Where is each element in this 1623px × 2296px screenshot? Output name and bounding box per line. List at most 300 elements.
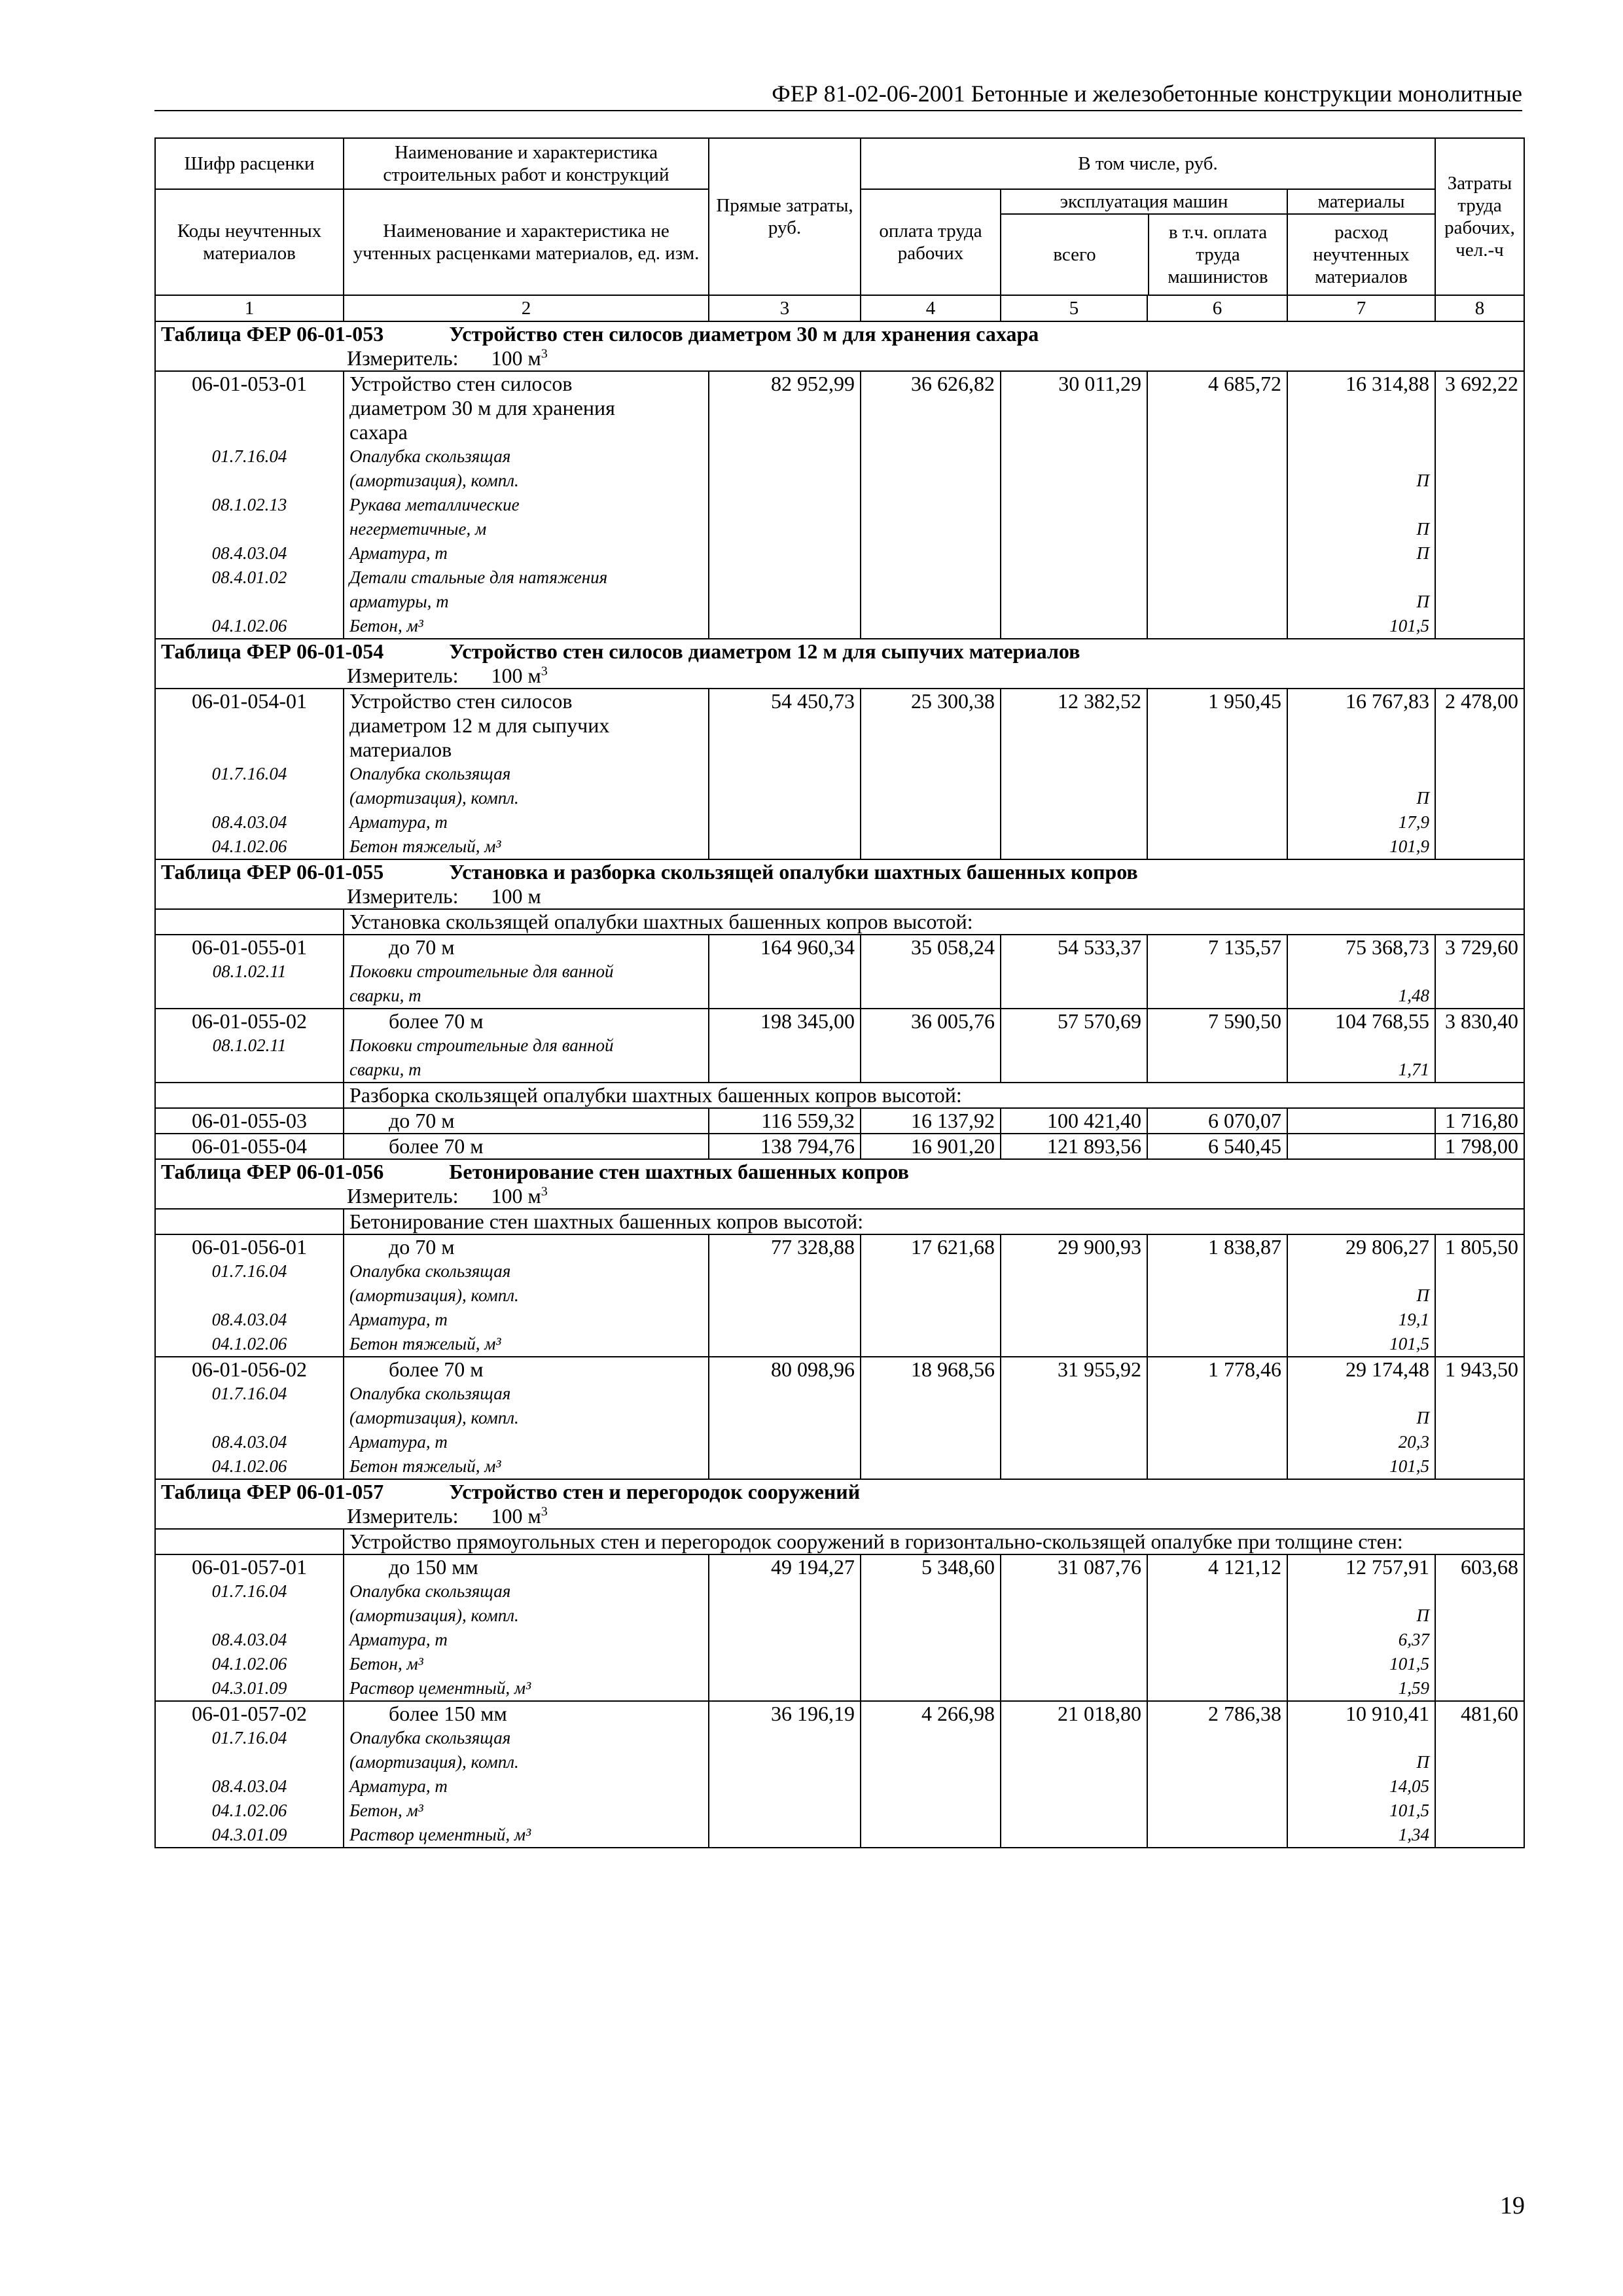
material-quantity: 14,05 <box>1389 1776 1429 1796</box>
material-name: Опалубка скользящая <box>349 1728 511 1748</box>
col-header-naim: Наименование и характеристика строительных работ и конструкций <box>344 138 709 189</box>
col-header-kody: Коды неучтенных материалов <box>155 189 344 295</box>
material-name: Арматура, т <box>349 543 448 563</box>
value-cell-4 <box>861 1108 1001 1134</box>
material-code: 01.7.16.04 <box>211 1728 287 1748</box>
col-number: 6 <box>1147 295 1287 321</box>
table-title <box>155 859 1524 884</box>
value-cell-5 <box>1001 689 1147 859</box>
value-cell-5 <box>1001 1701 1147 1848</box>
col-header-vtom: В том числе, руб. <box>861 138 1435 189</box>
meter-value: 100 м <box>491 346 541 370</box>
price-code: 06-01-053-01 <box>192 372 307 395</box>
table-title-row <box>155 1479 1524 1504</box>
material-quantity: 101,5 <box>1389 1801 1429 1820</box>
value: 3 830,40 <box>1445 1009 1518 1033</box>
subheading-code-cell <box>155 1529 344 1554</box>
table-title-row <box>155 859 1524 884</box>
value: 6 540,45 <box>1208 1134 1281 1158</box>
value-cell-3 <box>709 935 861 1009</box>
value: 7 135,57 <box>1208 935 1281 959</box>
value: 1 950,45 <box>1208 689 1281 713</box>
value-cell-5 <box>1001 1134 1147 1159</box>
value-cell-5 <box>1001 371 1147 639</box>
material-name: Бетон, м³ <box>349 1801 423 1820</box>
col-number: 4 <box>861 295 1001 321</box>
value: 2 478,00 <box>1445 689 1518 713</box>
subheading: Установка скользящей опалубки шахтных башенных копров высотой: <box>344 909 1524 935</box>
subheading-row <box>155 909 1524 935</box>
value: 1 943,50 <box>1445 1357 1518 1381</box>
value-cell-7 <box>1287 1009 1435 1083</box>
col-header-naim2: Наименование и характеристика не учтенных расценками материалов, ед. изм. <box>344 189 709 295</box>
table-name: Бетонирование стен шахтных башенных копров <box>449 1160 909 1183</box>
table-title <box>155 1479 1524 1504</box>
col-header-vtch: в т.ч. оплата труда машинистов <box>1168 222 1268 287</box>
material-code: 08.4.03.04 <box>211 1776 287 1796</box>
material-code: 01.7.16.04 <box>211 1581 287 1601</box>
material-quantity: П <box>1416 1408 1429 1427</box>
price-code: 06-01-055-04 <box>192 1134 307 1158</box>
table-row <box>155 1234 1524 1357</box>
meter-value: 100 м <box>491 1184 541 1208</box>
code-cell <box>155 1009 344 1083</box>
meter-value: 100 м <box>491 664 541 687</box>
material-name: Опалубка скользящая <box>349 446 511 466</box>
value-cell-8 <box>1435 1701 1524 1848</box>
name-cell <box>344 1134 709 1159</box>
col-header-zatraty: Затраты труда рабочих, чел.-ч <box>1435 138 1524 295</box>
subheading-row <box>155 1083 1524 1108</box>
material-name: Поковки строительные для ванной <box>349 1035 614 1055</box>
meter-label: Измеритель: <box>347 1504 459 1528</box>
value-cell-6 <box>1147 1554 1287 1701</box>
material-name: Рукава металлические <box>349 495 520 514</box>
work-name: до 70 м <box>389 1109 455 1132</box>
table-row <box>155 1134 1524 1159</box>
value-cell-5 <box>1001 1357 1147 1479</box>
value: 1 798,00 <box>1445 1134 1518 1158</box>
material-code: 04.3.01.09 <box>211 1825 287 1844</box>
value <box>1293 1109 1429 1133</box>
value-cell-6 <box>1147 689 1287 859</box>
value-cell-7 <box>1287 689 1435 859</box>
col-number: 7 <box>1287 295 1435 321</box>
material-name: Бетон, м³ <box>349 616 423 636</box>
code-cell <box>155 1701 344 1848</box>
work-name: до 70 м <box>389 935 455 959</box>
meter-row <box>155 1504 1524 1529</box>
value-cell-3 <box>709 371 861 639</box>
value-cell-6 <box>1147 935 1287 1009</box>
value-cell-6 <box>1147 1357 1287 1479</box>
value: 29 174,48 <box>1346 1357 1429 1381</box>
value-cell-8 <box>1435 935 1524 1009</box>
name-cell <box>344 1234 709 1357</box>
meter <box>155 664 1524 689</box>
value-cell-8 <box>1435 1357 1524 1479</box>
code-cell <box>155 1108 344 1134</box>
price-table <box>154 137 1525 1848</box>
value: 10 910,41 <box>1346 1702 1429 1725</box>
work-name: более 70 м <box>389 1357 484 1381</box>
material-name: Опалубка скользящая <box>349 1581 511 1601</box>
page-header: ФЕР 81-02-06-2001 Бетонные и железобетонные конструкции монолитные <box>154 77 1522 111</box>
material-name: Детали стальные для натяжения <box>349 567 608 587</box>
value: 35 058,24 <box>911 935 995 959</box>
value-cell-4 <box>861 1134 1001 1159</box>
value-cell-3 <box>709 1009 861 1083</box>
material-code: 04.1.02.06 <box>211 1334 287 1354</box>
value: 75 368,73 <box>1346 935 1429 959</box>
value: 36 626,82 <box>911 372 995 395</box>
value: 164 960,34 <box>760 935 855 959</box>
material-quantity: 1,71 <box>1398 1060 1429 1079</box>
work-name: диаметром 30 м для хранения <box>349 396 615 420</box>
price-code: 06-01-055-02 <box>192 1009 307 1033</box>
value: 1 805,50 <box>1445 1235 1518 1259</box>
value: 21 018,80 <box>1058 1702 1141 1725</box>
name-cell <box>344 1554 709 1701</box>
material-name: Арматура, т <box>349 1776 448 1796</box>
name-cell <box>344 1108 709 1134</box>
material-code: 01.7.16.04 <box>211 1261 287 1281</box>
material-code: 04.1.02.06 <box>211 1801 287 1820</box>
subheading-code-cell <box>155 1083 344 1108</box>
material-code: 08.1.02.11 <box>212 961 287 981</box>
material-quantity: 1,48 <box>1398 986 1429 1005</box>
value: 3 692,22 <box>1445 372 1518 395</box>
col-number: 2 <box>344 295 709 321</box>
table-code: Таблица ФЕР 06-01-055 <box>161 860 384 884</box>
value: 49 194,27 <box>771 1555 855 1579</box>
value-cell-7 <box>1287 1554 1435 1701</box>
value-cell-6 <box>1147 1108 1287 1134</box>
code-cell <box>155 1134 344 1159</box>
meter-label: Измеритель: <box>347 884 459 908</box>
table-row <box>155 1554 1524 1701</box>
value-cell-7 <box>1287 1134 1435 1159</box>
col-number: 8 <box>1435 295 1524 321</box>
table-code: Таблица ФЕР 06-01-053 <box>161 322 384 346</box>
material-quantity: 101,5 <box>1389 1456 1429 1476</box>
value-cell-4 <box>861 1701 1001 1848</box>
work-name: до 70 м <box>389 1235 455 1259</box>
col-header-oplata: оплата труда рабочих <box>861 189 1001 295</box>
value-cell-5 <box>1001 935 1147 1009</box>
work-name: диаметром 12 м для сыпучих <box>349 713 610 737</box>
table-name: Устройство стен силосов диаметром 12 м для сыпучих материалов <box>449 639 1080 663</box>
material-code: 01.7.16.04 <box>211 1384 287 1403</box>
value-cell-7 <box>1287 1357 1435 1479</box>
material-name: Поковки строительные для ванной <box>349 961 614 981</box>
material-name: Опалубка скользящая <box>349 764 511 783</box>
value-cell-5 <box>1001 1234 1147 1357</box>
material-quantity: П <box>1416 1285 1429 1305</box>
value: 31 955,92 <box>1058 1357 1141 1381</box>
material-name: (амортизация), компл. <box>349 788 519 808</box>
meter-row <box>155 1184 1524 1209</box>
material-code: 08.4.03.04 <box>211 1630 287 1649</box>
value-cell-6 <box>1147 1134 1287 1159</box>
price-code: 06-01-056-02 <box>192 1357 307 1381</box>
value: 16 137,92 <box>911 1109 995 1132</box>
work-name: сахара <box>349 420 408 444</box>
subheading-code-cell <box>155 1209 344 1234</box>
table-row <box>155 1108 1524 1134</box>
price-code: 06-01-054-01 <box>192 689 307 713</box>
value: 104 768,55 <box>1335 1009 1429 1033</box>
material-code: 01.7.16.04 <box>211 446 287 466</box>
value: 80 098,96 <box>771 1357 855 1381</box>
col-header-rashod: расход неучтенных материалов <box>1313 222 1410 287</box>
value: 29 806,27 <box>1346 1235 1429 1259</box>
value: 82 952,99 <box>771 372 855 395</box>
table-title-row <box>155 639 1524 664</box>
table-title-row <box>155 321 1524 346</box>
page-number: 19 <box>1500 2192 1525 2219</box>
material-quantity: П <box>1416 788 1429 808</box>
subheading-row <box>155 1209 1524 1234</box>
value: 16 767,83 <box>1346 689 1429 713</box>
value: 1 716,80 <box>1445 1109 1518 1132</box>
value: 7 590,50 <box>1208 1009 1281 1033</box>
value-cell-7 <box>1287 1234 1435 1357</box>
value: 12 382,52 <box>1058 689 1141 713</box>
col-header-vsego: всего <box>1001 215 1149 295</box>
price-code: 06-01-055-01 <box>192 935 307 959</box>
col-number: 1 <box>155 295 344 321</box>
material-name: сварки, т <box>349 1060 421 1079</box>
name-cell <box>344 371 709 639</box>
material-quantity: П <box>1416 471 1429 490</box>
value: 54 533,37 <box>1058 935 1141 959</box>
meter-label: Измеритель: <box>347 664 459 687</box>
meter-row <box>155 884 1524 909</box>
meter-unit-power: 3 <box>541 664 548 679</box>
value-cell-3 <box>709 1554 861 1701</box>
table-title-row <box>155 1159 1524 1184</box>
value-cell-4 <box>861 935 1001 1009</box>
code-cell <box>155 935 344 1009</box>
subheading: Устройство прямоугольных стен и перегородок сооружений в горизонтально-скользящей опалубке при толщине стен: <box>344 1529 1524 1554</box>
material-code: 01.7.16.04 <box>211 764 287 783</box>
material-name: Опалубка скользящая <box>349 1261 511 1281</box>
value-cell-7 <box>1287 1701 1435 1848</box>
material-name: (амортизация), компл. <box>349 1605 519 1625</box>
value-cell-5 <box>1001 1009 1147 1083</box>
value-cell-6 <box>1147 1234 1287 1357</box>
price-code: 06-01-057-01 <box>192 1555 307 1579</box>
material-quantity: П <box>1416 1605 1429 1625</box>
material-quantity: 101,5 <box>1389 616 1429 636</box>
material-code: 08.4.01.02 <box>211 567 287 587</box>
material-name: (амортизация), компл. <box>349 471 519 490</box>
material-name: (амортизация), компл. <box>349 1752 519 1772</box>
value-cell-4 <box>861 689 1001 859</box>
value: 16 901,20 <box>911 1134 995 1158</box>
table-title <box>155 321 1524 346</box>
code-cell <box>155 1234 344 1357</box>
meter-unit-power: 3 <box>541 1184 548 1199</box>
meter <box>155 1504 1524 1529</box>
name-cell <box>344 935 709 1009</box>
value: 30 011,29 <box>1058 372 1141 395</box>
col-header-pryamye: Прямые затраты, руб. <box>709 138 861 295</box>
col-header-materialy: материалы <box>1288 190 1435 215</box>
meter-value: 100 м <box>491 1504 541 1528</box>
meter-unit-power: 3 <box>541 1504 548 1519</box>
material-code: 04.1.02.06 <box>211 836 287 856</box>
table-code: Таблица ФЕР 06-01-054 <box>161 639 384 663</box>
value-cell-5 <box>1001 1554 1147 1701</box>
work-name: более 70 м <box>389 1009 484 1033</box>
value-cell-7 <box>1287 371 1435 639</box>
material-code: 08.4.03.04 <box>211 1432 287 1452</box>
value-cell-3 <box>709 1357 861 1479</box>
material-quantity: 101,9 <box>1389 836 1429 856</box>
subheading-row <box>155 1529 1524 1554</box>
code-cell <box>155 1357 344 1479</box>
meter-row <box>155 346 1524 371</box>
table-title <box>155 1159 1524 1184</box>
value-cell-4 <box>861 1554 1001 1701</box>
material-name: Бетон тяжелый, м³ <box>349 836 501 856</box>
meter-label: Измеритель: <box>347 346 459 370</box>
value-cell-4 <box>861 1357 1001 1479</box>
value: 116 559,32 <box>761 1109 855 1132</box>
name-cell <box>344 689 709 859</box>
meter <box>155 1184 1524 1209</box>
col-header-ekspl: эксплуатация машин <box>1001 190 1287 215</box>
material-name: Арматура, т <box>349 1310 448 1329</box>
value: 29 900,93 <box>1058 1235 1141 1259</box>
material-code: 08.4.03.04 <box>211 812 287 832</box>
material-quantity: 101,5 <box>1389 1334 1429 1354</box>
code-cell <box>155 1554 344 1701</box>
material-quantity: 1,59 <box>1398 1678 1429 1698</box>
value-cell-8 <box>1435 1234 1524 1357</box>
material-code: 08.4.03.04 <box>211 543 287 563</box>
value: 481,60 <box>1461 1702 1518 1725</box>
meter-label: Измеритель: <box>347 1184 459 1208</box>
table-name: Установка и разборка скользящей опалубки шахтных башенных копров <box>449 860 1138 884</box>
material-quantity: П <box>1416 1752 1429 1772</box>
value: 36 196,19 <box>771 1702 855 1725</box>
table-row <box>155 689 1524 859</box>
value-cell-8 <box>1435 1108 1524 1134</box>
value: 77 328,88 <box>771 1235 855 1259</box>
value: 1 778,46 <box>1208 1357 1281 1381</box>
value: 25 300,38 <box>911 689 995 713</box>
value: 198 345,00 <box>760 1009 855 1033</box>
table-body <box>155 321 1524 1848</box>
value: 2 786,38 <box>1208 1702 1281 1725</box>
value-cell-5 <box>1001 1108 1147 1134</box>
subheading: Разборка скользящей опалубки шахтных башенных копров высотой: <box>344 1083 1524 1108</box>
value-cell-7 <box>1287 1108 1435 1134</box>
value: 57 570,69 <box>1058 1009 1141 1033</box>
material-quantity: 19,1 <box>1398 1310 1429 1329</box>
material-quantity: П <box>1416 543 1429 563</box>
subheading: Бетонирование стен шахтных башенных копров высотой: <box>344 1209 1524 1234</box>
work-name: более 150 мм <box>389 1702 507 1725</box>
value-cell-4 <box>861 1009 1001 1083</box>
value: 18 968,56 <box>911 1357 995 1381</box>
meter-row <box>155 664 1524 689</box>
value: 6 070,07 <box>1208 1109 1281 1132</box>
table-name: Устройство стен силосов диаметром 30 м для хранения сахара <box>449 322 1039 346</box>
value-cell-3 <box>709 1701 861 1848</box>
price-code: 06-01-055-03 <box>192 1109 307 1132</box>
value: 16 314,88 <box>1346 372 1429 395</box>
table-row <box>155 1357 1524 1479</box>
material-quantity: П <box>1416 592 1429 611</box>
work-name: материалов <box>349 738 452 761</box>
material-name: негерметичные, м <box>349 519 487 539</box>
material-name: Бетон тяжелый, м³ <box>349 1334 501 1354</box>
price-code: 06-01-056-01 <box>192 1235 307 1259</box>
value-cell-3 <box>709 1234 861 1357</box>
value <box>1293 1134 1429 1158</box>
material-quantity: 6,37 <box>1398 1630 1429 1649</box>
value: 17 621,68 <box>911 1235 995 1259</box>
value-cell-7 <box>1287 935 1435 1009</box>
value-cell-4 <box>861 1234 1001 1357</box>
material-name: арматуры, т <box>349 592 449 611</box>
meter-unit-power: 3 <box>541 346 548 361</box>
value: 36 005,76 <box>911 1009 995 1033</box>
material-code: 04.1.02.06 <box>211 616 287 636</box>
value-cell-6 <box>1147 1701 1287 1848</box>
table-row <box>155 1701 1524 1848</box>
material-code: 04.3.01.09 <box>211 1678 287 1698</box>
material-name: Бетон тяжелый, м³ <box>349 1456 501 1476</box>
work-name: более 70 м <box>389 1134 484 1158</box>
material-name: (амортизация), компл. <box>349 1285 519 1305</box>
code-cell <box>155 689 344 859</box>
value-cell-3 <box>709 1134 861 1159</box>
value: 138 794,76 <box>760 1134 855 1158</box>
table-code: Таблица ФЕР 06-01-057 <box>161 1480 384 1503</box>
value-cell-6 <box>1147 1009 1287 1083</box>
value: 1 838,87 <box>1208 1235 1281 1259</box>
value: 121 893,56 <box>1047 1134 1141 1158</box>
name-cell <box>344 1357 709 1479</box>
value: 31 087,76 <box>1058 1555 1141 1579</box>
meter <box>155 346 1524 371</box>
value-cell-8 <box>1435 371 1524 639</box>
material-code: 08.1.02.13 <box>211 495 287 514</box>
price-code: 06-01-057-02 <box>192 1702 307 1725</box>
table-title <box>155 639 1524 664</box>
value: 3 729,60 <box>1445 935 1518 959</box>
value: 603,68 <box>1461 1555 1518 1579</box>
material-name: (амортизация), компл. <box>349 1408 519 1427</box>
material-name: Арматура, т <box>349 812 448 832</box>
value-cell-8 <box>1435 1554 1524 1701</box>
work-name: до 150 мм <box>389 1555 478 1579</box>
material-code: 08.4.03.04 <box>211 1310 287 1329</box>
table-row <box>155 935 1524 1009</box>
meter <box>155 884 1524 909</box>
meter-value: 100 м <box>491 884 541 908</box>
table-row <box>155 1009 1524 1083</box>
value: 100 421,40 <box>1047 1109 1141 1132</box>
subheading-code-cell <box>155 909 344 935</box>
material-name: Раствор цементный, м³ <box>349 1678 531 1698</box>
material-name: сварки, т <box>349 986 421 1005</box>
